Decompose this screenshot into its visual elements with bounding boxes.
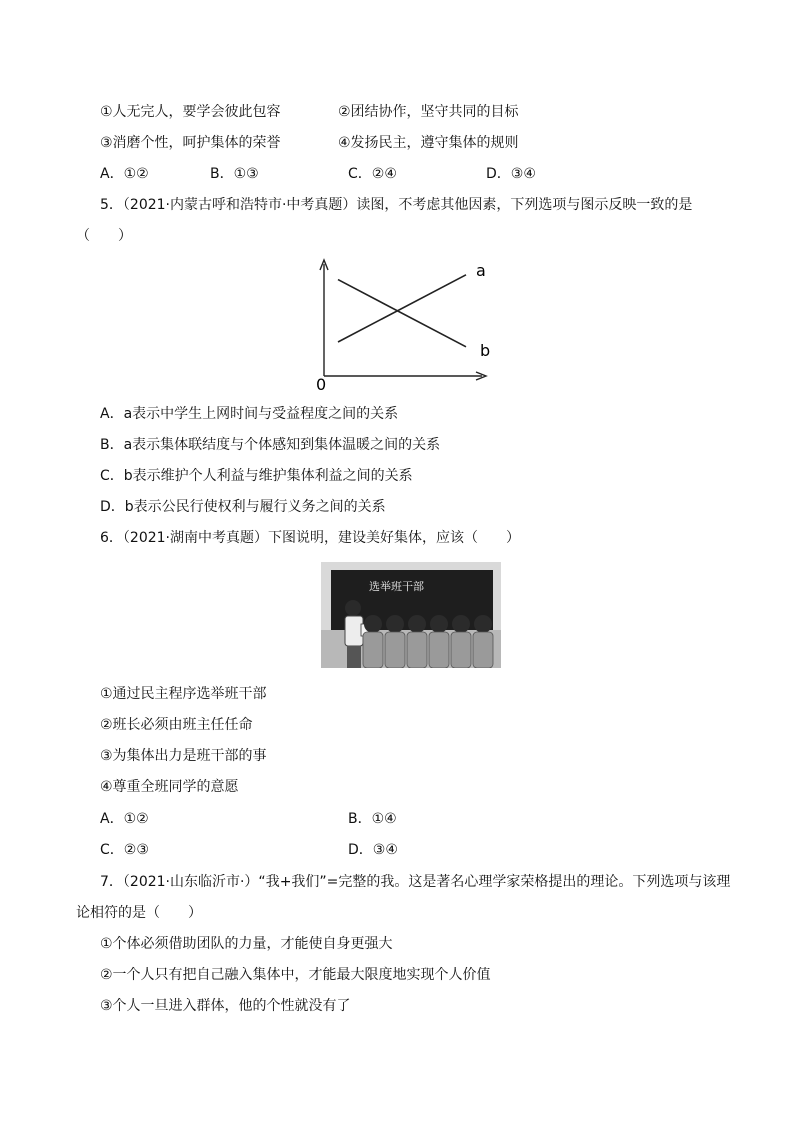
q6-statement-3: ③为集体出力是班干部的事	[100, 748, 267, 764]
q5-blank: （ ）	[76, 228, 132, 244]
q4-option-a: A．①②	[100, 166, 149, 182]
chart-lines	[338, 275, 466, 347]
series-b-label: b	[480, 341, 491, 360]
student-figure	[363, 615, 383, 668]
q4-statement-4: ④发扬民主，遵守集体的规则	[338, 135, 519, 151]
q5-option-b: B．a表示集体联结度与个体感知到集体温暖之间的关系	[100, 437, 441, 453]
q5-option-d: D．b表示公民行使权利与履行义务之间的关系	[100, 499, 386, 515]
student-figure	[429, 615, 449, 668]
q5-line-chart	[312, 252, 492, 394]
blackboard-caption: 选举班干部	[369, 580, 424, 593]
q7-statement-3: ③个人一旦进入群体，他的个性就没有了	[100, 998, 351, 1014]
q7-stem-line1: 7．（2021·山东临沂市·）“我+我们”=完整的我。这是著名心理学家荣格提出的理论。下列选项与该理	[100, 874, 731, 890]
q4-option-b: B．①③	[210, 166, 259, 182]
q4-statement-1: ①人无完人，要学会彼此包容	[100, 104, 281, 120]
q5-option-a: A．a表示中学生上网时间与受益程度之间的关系	[100, 406, 399, 422]
q7-statement-2: ②一个人只有把自己融入集体中，才能最大限度地实现个人价值	[100, 967, 491, 983]
student-figure	[407, 615, 427, 668]
series-line-a	[338, 275, 466, 342]
q6-option-d: D．③④	[348, 842, 398, 858]
q5-option-c: C．b表示维护个人利益与维护集体利益之间的关系	[100, 468, 413, 484]
q6-statement-4: ④尊重全班同学的意愿	[100, 779, 239, 795]
series-a-label: a	[476, 261, 486, 280]
q6-statement-1: ①通过民主程序选举班干部	[100, 686, 267, 702]
q4-option-d: D．③④	[486, 166, 536, 182]
q6-option-a: A．①②	[100, 811, 149, 827]
q7-statement-1: ①个体必须借助团队的力量，才能使自身更强大	[100, 936, 393, 952]
student-figure	[451, 615, 471, 668]
q7-stem-line2: 论相符的是（ ）	[76, 905, 202, 921]
chart-origin-label: 0	[316, 375, 327, 394]
q4-statement-2: ②团结协作，坚守共同的目标	[338, 104, 519, 120]
q5-stem: 5．（2021·内蒙古呼和浩特市·中考真题）读图，不考虑其他因素，下列选项与图示反映一致的是	[100, 197, 693, 213]
student-figure	[385, 615, 405, 668]
q4-statement-3: ③消磨个性，呵护集体的荣誉	[100, 135, 281, 151]
q6-statement-2: ②班长必须由班主任任命	[100, 717, 253, 733]
q6-option-b: B．①④	[348, 811, 397, 827]
student-figure	[473, 615, 493, 668]
series-line-b	[338, 280, 466, 347]
q6-class-election-picture	[321, 562, 501, 668]
q6-stem: 6．（2021·湖南中考真题）下图说明，建设美好集体，应该（ ）	[100, 530, 520, 546]
q4-option-c: C．②④	[348, 166, 397, 182]
q6-option-c: C．②③	[100, 842, 149, 858]
